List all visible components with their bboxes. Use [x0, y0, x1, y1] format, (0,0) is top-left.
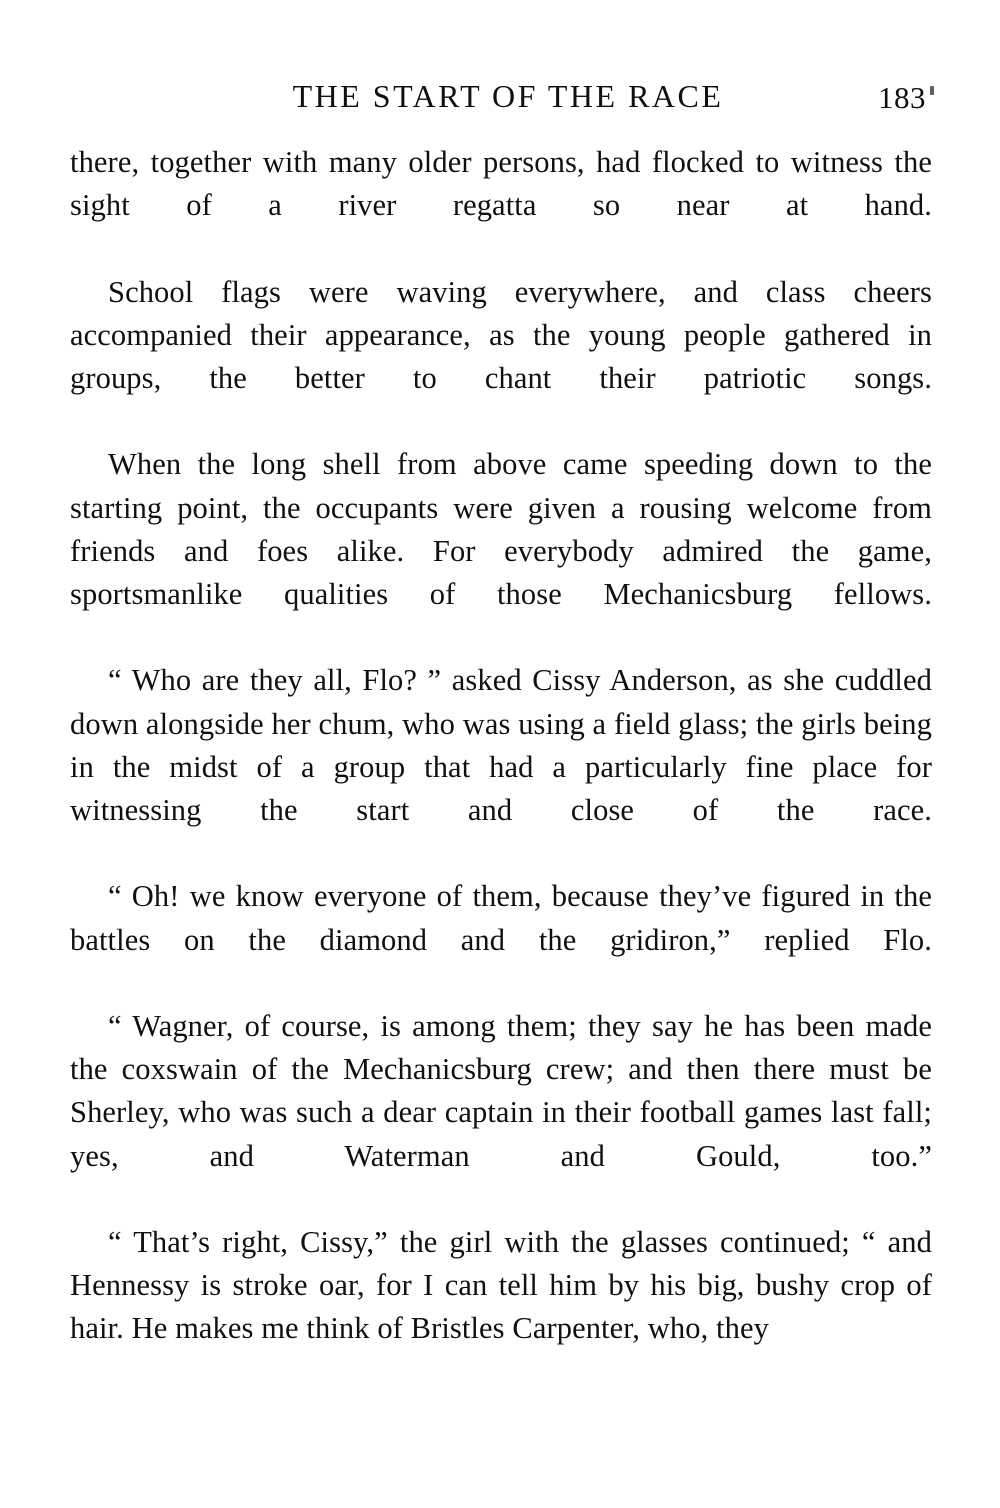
paragraph: “ Who are they all, Flo? ” asked Cissy Anderson, as she cuddled down alongside her chum, who was using a field glass; the girls being in the midst of a group that had a particularly fine place for witnessing the start and close of the race.	[70, 663, 932, 828]
page-header	[70, 78, 932, 115]
paragraph: “ Oh! we know everyone of them, because they’ve figured in the battles on the diamond and the gridiron,” replied Flo.	[70, 879, 932, 957]
paragraph: there, together with many older persons, had flocked to witness the sight of a river regatta so near at hand.	[70, 145, 932, 223]
paragraph: School flags were waving everywhere, and class cheers accompanied their appearance, as the young people gathered in groups, the better to chant their patriotic songs.	[70, 274, 932, 396]
ink-speck-mark	[930, 86, 934, 95]
page-number: 183	[878, 80, 926, 115]
paragraph: “ Wagner, of course, is among them; they say he has been made the coxswain of the Mechanicsburg crew; and then there must be Sherley, who was such a dear captain in their football games last fall; yes, and Waterman and Gould, too.”	[70, 1009, 932, 1173]
body-text	[70, 141, 932, 1351]
paragraph: When the long shell from above came speeding down to the starting point, the occupants were given a rousing welcome from friends and foes alike. For everybody admired the game, sportsmanlike qualities of those Mechanicsburg fellows.	[70, 447, 932, 612]
running-head: THE START OF THE RACE	[292, 78, 724, 114]
paragraph: “ That’s right, Cissy,” the girl with the glasses continued; “ and Hennessy is stroke oar, for I can tell him by his big, bushy crop of hair. He makes me think of Bristles Carpenter, who, they	[70, 1225, 932, 1346]
